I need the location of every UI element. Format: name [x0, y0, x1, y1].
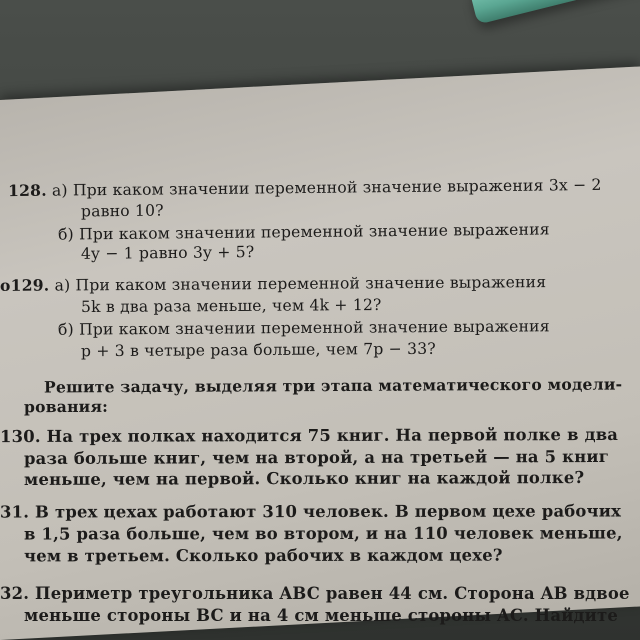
- instruction-line-1: Решите задачу, выделяя три этапа математического модели-: [43, 374, 623, 397]
- problem-129-line-1: [0, 272, 546, 296]
- problem-131-text: В трех цехах работают 310 человек. В первом цехе рабочих: [35, 501, 622, 522]
- problem-132-line-1: [0, 584, 630, 604]
- problem-132-text: Периметр треугольника ABC равен 44 см. Сторона AB вдвое: [35, 584, 630, 603]
- problem-128-a-text: а) При каком значении переменной значение выражения 3x − 2: [51, 175, 602, 200]
- problem-131-line-1: [0, 501, 621, 522]
- problem-128-b-line-2: 4y − 1 равно 3y + 5?: [80, 243, 255, 263]
- problem-131-number: 31.: [0, 502, 30, 522]
- problem-128-line-1: [8, 175, 602, 201]
- problem-132-number: 32.: [0, 584, 30, 603]
- problem-128-number: 128.: [7, 180, 47, 201]
- problem-129-b-line-1: б) При каком значении переменной значение выражения: [57, 317, 550, 339]
- problem-130-text: На трех полках находится 75 книг. На первой полке в два: [46, 424, 619, 446]
- problem-130-number: 130.: [0, 426, 41, 447]
- problem-130-line-2: раза больше книг, чем на второй, а на третьей — на 5 книг: [23, 446, 610, 469]
- problem-130-line-3: меньше, чем на первой. Сколько книг на каждой полке?: [23, 468, 585, 489]
- problem-129-a-text: а) При каком значении переменной значение выражения: [54, 273, 547, 295]
- problem-129-b-line-2: p + 3 в четыре раза больше, чем 7p − 33?: [80, 339, 436, 361]
- problem-132-line-2: меньше стороны BC и на 4 см меньше стороны AC. Найдите: [24, 606, 619, 625]
- problem-131-line-2: в 1,5 раза больше, чем во втором, и на 110 человек меньше,: [23, 523, 623, 544]
- problem-129-number: о129.: [0, 275, 50, 295]
- problem-129-a-line-2: 5k в два раза меньше, чем 4k + 12?: [80, 295, 382, 317]
- problem-131-line-3: чем в третьем. Сколько рабочих в каждом цехе?: [23, 545, 503, 566]
- instruction-line-2: рования:: [23, 396, 109, 417]
- problem-130-line-1: [0, 425, 618, 447]
- problem-128-a-line-2: равно 10?: [80, 201, 164, 221]
- problem-128-b-line-1: б) При каком значении переменной значение выражения: [57, 220, 550, 244]
